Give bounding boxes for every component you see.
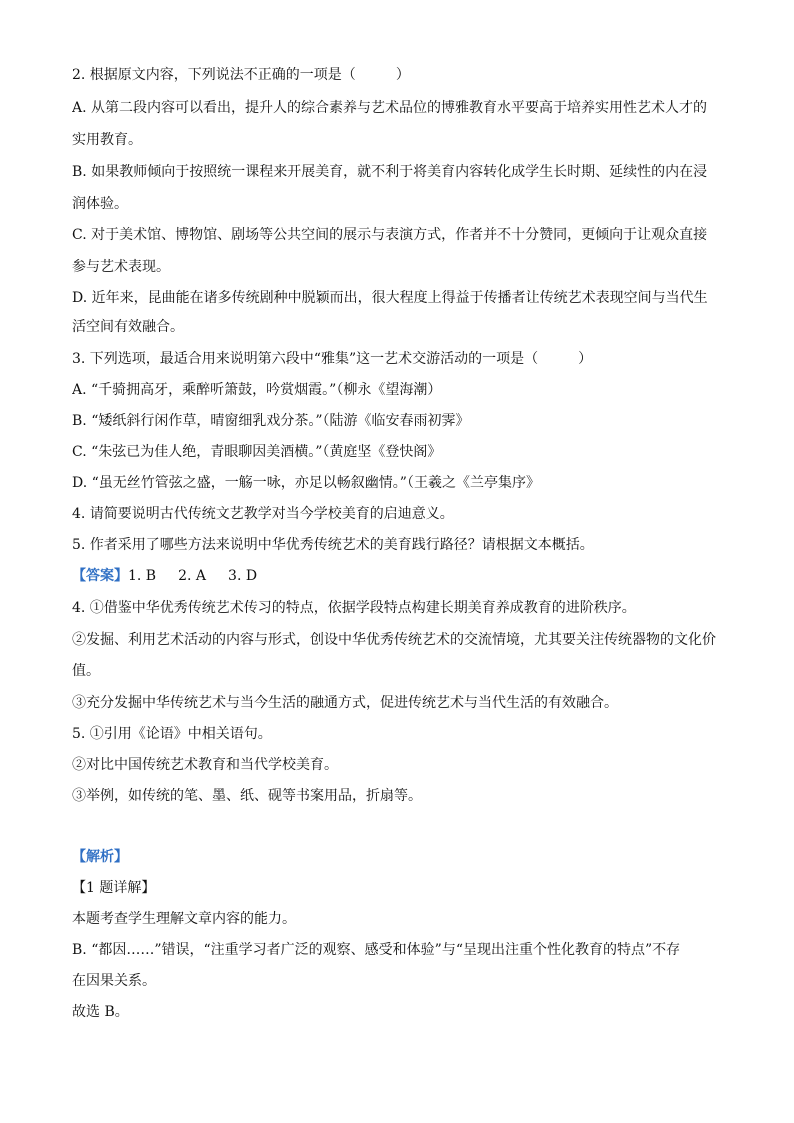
analysis-line-3: 故选 B。 [72, 1004, 129, 1020]
q2-option-c-cont: 参与艺术表现。 [72, 259, 170, 275]
q3-stem [72, 350, 722, 368]
q2-option-d: D. 近年来，昆曲能在诸多传统剧种中脱颖而出，很大程度上得益于传播者让传统艺术表现空间与当代生 [72, 290, 708, 306]
q2-option-b-cont: 润体验。 [72, 196, 128, 212]
analysis-line-1: 本题考查学生理解文章内容的能力。 [72, 911, 296, 927]
analysis-line-2: B. “都因……”错误，“注重学习者广泛的观察、感受和体验”与“呈现出注重个性化教育的特点”不存 [72, 942, 681, 958]
q3-stem-text: 3. 下列选项，最适合用来说明第六段中“雅集”这一艺术交游活动的一项是（ [72, 351, 539, 367]
q2-option-a-cont: 实用教育。 [72, 132, 142, 148]
analysis-tag: 【解析】 [72, 849, 128, 865]
answer-q4-point-2-cont: 值。 [72, 663, 100, 679]
answer-1: 1. B [128, 568, 157, 584]
analysis-line-2-cont: 在因果关系。 [72, 973, 156, 989]
answer-q5-point-2: ②对比中国传统艺术教育和当代学校美育。 [72, 757, 338, 773]
q4-stem: 4. 请简要说明古代传统文艺教学对当今学校美育的启迪意义。 [72, 506, 454, 522]
q3-option-b: B. “矮纸斜行闲作草，晴窗细乳戏分茶。”（陆游《临安春雨初霁》 [72, 413, 470, 429]
answer-q4-point-2: ②发掘、利用艺术活动的内容与形式，创设中华优秀传统艺术的交流情境，尤其要关注传统器物的文化价 [72, 632, 716, 648]
analysis-subheading: 【1 题详解】 [72, 880, 156, 896]
q2-option-b: B. 如果教师倾向于按照统一课程来开展美育，就不利于将美育内容转化成学生长时期、延续性的内在浸 [72, 164, 708, 180]
q2-option-d-cont: 活空间有效融合。 [72, 319, 184, 335]
q5-stem: 5. 作者采用了哪些方法来说明中华优秀传统艺术的美育践行路径？请根据文本概括。 [72, 537, 594, 553]
q2-stem [72, 66, 722, 84]
q3-option-a: A. “千骑拥高牙，乘醉听箫鼓，吟赏烟霞。”（柳永《望海潮） [72, 382, 442, 398]
q3-stem-close: ） [578, 351, 593, 367]
answer-3: 3. D [228, 568, 258, 584]
answer-2: 2. A [178, 568, 207, 584]
q2-stem-text: 2. 根据原文内容，下列说法不正确的一项是（ [72, 67, 356, 83]
answer-q5-point-3: ③举例，如传统的笔、墨、纸、砚等书案用品，折扇等。 [72, 788, 422, 804]
q3-option-c: C. “朱弦已为佳人绝，青眼聊因美酒横。”（黄庭坚《登快阁》 [72, 444, 442, 460]
q3-option-d: D. “虽无丝竹管弦之盛，一觞一咏，亦足以畅叙幽情。”（王羲之《兰亭集序》 [72, 475, 540, 491]
answer-q4-point-3: ③充分发掘中华传统艺术与当今生活的融通方式，促进传统艺术与当代生活的有效融合。 [72, 695, 618, 711]
answer-q4-point-1: 4. ①借鉴中华优秀传统艺术传习的特点，依据学段特点构建长期美育养成教育的进阶秩序。 [72, 600, 636, 616]
answer-q5-point-1: 5. ①引用《论语》中相关语句。 [72, 726, 272, 742]
answer-tag: 【答案】 [72, 568, 128, 584]
answer-line [72, 567, 722, 585]
q2-stem-close: ） [395, 67, 410, 83]
q2-option-a: A. 从第二段内容可以看出，提升人的综合素养与艺术品位的博雅教育水平要高于培养实用性艺术人才的 [72, 100, 708, 116]
q2-option-c: C. 对于美术馆、博物馆、剧场等公共空间的展示与表演方式，作者并不十分赞同，更倾向于让观众直接 [72, 227, 708, 243]
